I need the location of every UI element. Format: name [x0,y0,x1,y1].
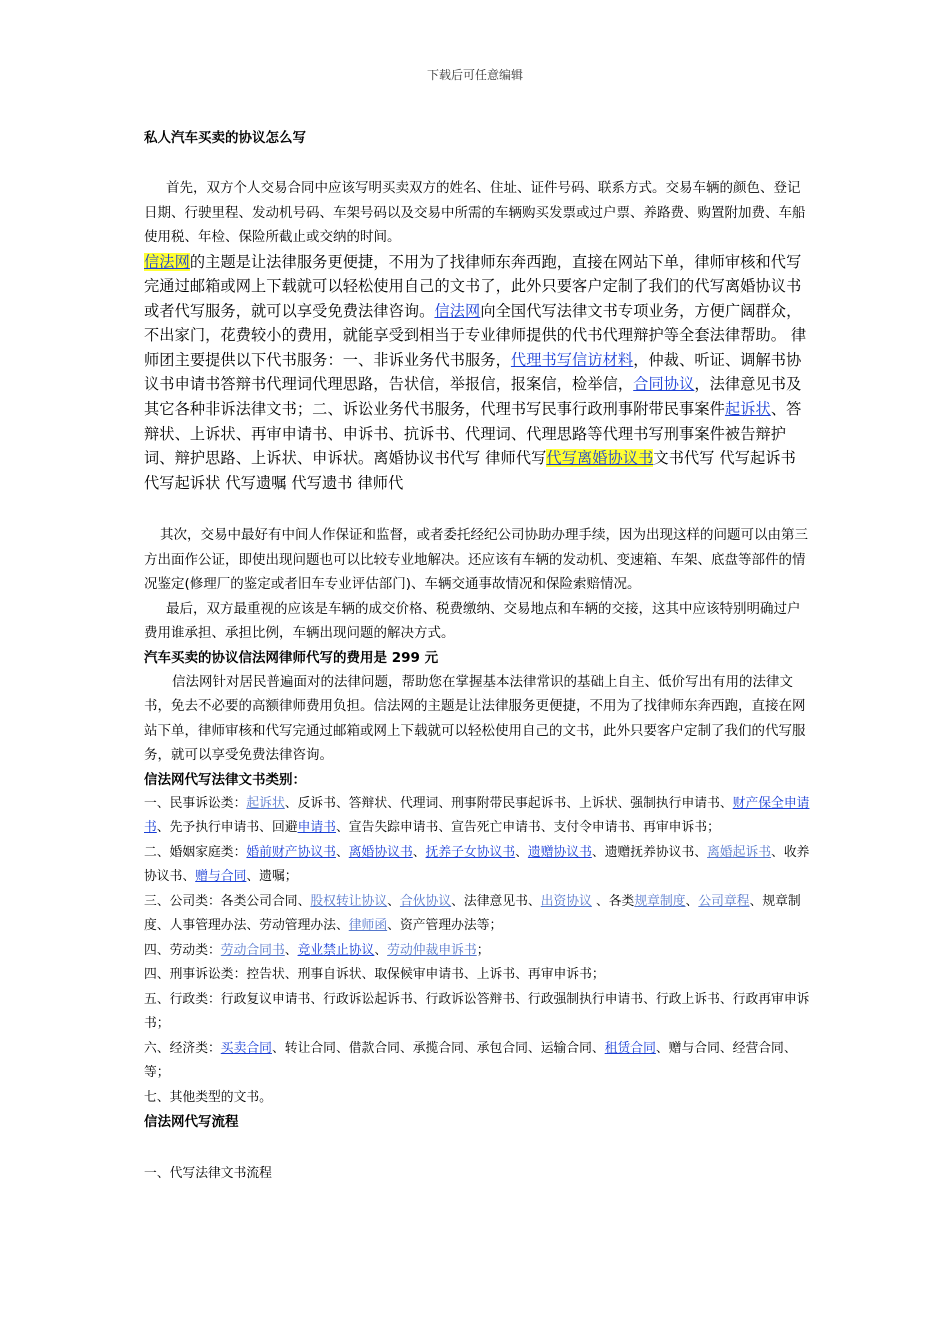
categories-heading: 信法网代写法律文书类别： [144,771,306,788]
category-marriage: 二、婚姻家庭类：婚前财产协议书、离婚协议书、抚养子女协议书、遗赠协议书、遗赠抚养协议书、离婚起诉书、收养协议书、赠与合同、遗嘱； [144,844,810,885]
link-lawyer-letter[interactable]: 律师函 [348,918,388,934]
category-economic: 六、经济类：买卖合同、转让合同、借款合同、承揽合同、承包合同、运输合同、租赁合同、赠与合同、经营合同、等； [144,1040,797,1081]
category-other: 七、其他类型的文书。 [144,1089,272,1105]
document-title: 私人汽车买卖的协议怎么写 [144,130,306,146]
document-body [144,128,812,1187]
link-regulations[interactable]: 规章制度 [634,893,686,909]
link-labor-contract[interactable]: 劳动合同书 [220,942,285,958]
process-item-1: 一、代写法律文书流程 [144,1166,272,1182]
link-divorce-complaint[interactable]: 离婚起诉书 [707,844,772,860]
process-heading: 信法网代写流程 [144,1114,239,1131]
category-company: 三、公司类：各类公司合同、股权转让协议、合伙协议、法律意见书、出资协议 、各类规章制度、公司章程、规章制度、人事管理办法、劳动管理办法、律师函、资产管理办法等； [144,893,801,934]
link-gift-contract[interactable]: 赠与合同 [195,869,247,885]
link-partnership[interactable]: 合伙协议 [399,893,452,909]
link-investment[interactable]: 出资协议 [540,893,592,909]
link-petition-materials[interactable]: 代理书写信访材料 [510,350,634,369]
link-bequest[interactable]: 遗赠协议书 [527,844,592,860]
fee-heading: 汽车买卖的协议信法网律师代写的费用是 299 元 [144,649,439,666]
link-xinfawang-2[interactable]: 信法网 [434,301,481,320]
category-labor: 四、劳动类：劳动合同书、竞业禁止协议、劳动仲裁申诉书； [144,942,490,958]
link-xinfawang-1[interactable]: 信法网 [144,252,190,271]
link-child-support[interactable]: 抚养子女协议书 [425,844,516,860]
category-civil: 一、民事诉讼类：起诉状、反诉书、答辩状、代理词、刑事附带民事起诉书、上诉状、强制执行申请书、财产保全申请书、先予执行申请书、回避申请书、宣告失踪申请书、宣告死亡申请书、支付令申请书、再审申诉书； [144,795,810,836]
link-equity-transfer[interactable]: 股权转让协议 [310,893,388,909]
paragraph-2: 信法网的主题是让法律服务更便捷，不用为了找律师东奔西跑，直接在网站下单，律师审核和代写完通过邮箱或网上下载就可以轻松使用自己的文书了，此外只要客户定制了我们的代写离婚协议书或者代写服务，就可以享受免费法律咨询。信法网向全国代写法律文书专项业务，方便广阔群众，不出家门，花费较小的费用，就能享受到相当于专业律师提供的代书代理辩护等全套法律帮助。 律师团主要提供以下代书服务：一、非诉业务代书服务，代理书写信访材料，仲裁、听证、调解书协议书申请书答辩书代理词代理思路，告状信，举报信，报案信，检举信，合同协议，法律意见书及其它各种非诉法律文书；二、诉讼业务代书服务，代理书写民事行政刑事附带民事案件起诉状、答辩状、上诉状、再审申请书、申诉书、抗诉书、代理词、代理思路等代理书写刑事案件被告辩护词、辩护思路、上诉状、申诉状。离婚协议书代写 律师代写代写离婚协议书文书代写 代写起诉书 代写起诉状 代写遗嘱 代写遗书 律师代 [144,252,807,492]
link-non-compete[interactable]: 竞业禁止协议 [297,942,375,958]
link-lease-contract[interactable]: 租赁合同 [604,1040,656,1056]
link-application[interactable]: 申请书 [297,820,336,836]
header-note: 下载后可任意编辑 [426,68,523,82]
paragraph-3: 其次，交易中最好有中间人作保证和监督，或者委托经纪公司协助办理手续，因为出现这样的问题可以由第三方出面作公证，即使出现问题也可以比较专业地解决。还应该有车辆的发动机、变速箱、车架、底盘等部件的情况鉴定(修理厂的鉴定或者旧车专业评估部门)、车辆交通事故情况和保险索赔情况。 [144,527,808,593]
paragraph-1: 首先，双方个人交易合同中应该写明买卖双方的姓名、住址、证件号码、联系方式。交易车辆的颜色、登记日期、行驶里程、发动机号码、车架号码以及交易中所需的车辆购买发票或过户票、养路费、购置附加费、车船使用税、年检、保险所截止或交纳的时间。 [144,180,806,245]
category-criminal: 四、刑事诉讼类：控告状、刑事自诉状、取保候审申请书、上诉书、再审申诉书； [144,967,605,983]
link-property-preservation[interactable]: 财产保全申请书 [144,795,810,836]
link-divorce-agreement[interactable]: 代写离婚协议书 [546,449,654,468]
link-complaint[interactable]: 起诉状 [724,400,771,419]
link-divorce[interactable]: 离婚协议书 [348,844,413,860]
paragraph-4: 最后，双方最重视的应该是车辆的成交价格、税费缴纳、交易地点和车辆的交接，这其中应该特别明确过户费用谁承担、承担比例，车辆出现问题的解决方式。 [144,600,801,642]
link-labor-arbitration[interactable]: 劳动仲裁申诉书 [387,942,477,958]
category-administrative: 五、行政类：行政复议申请书、行政诉讼起诉书、行政诉讼答辩书、行政强制执行申请书、行政上诉书、行政再审申诉书； [144,991,810,1032]
link-contract-agreement[interactable]: 合同协议 [633,375,695,394]
link-cat-complaint[interactable]: 起诉状 [246,795,285,811]
link-articles[interactable]: 公司章程 [698,893,750,909]
link-prenuptial[interactable]: 婚前财产协议书 [246,844,336,860]
link-sales-contract[interactable]: 买卖合同 [220,1040,272,1056]
paragraph-5: 信法网针对居民普遍面对的法律问题，帮助您在掌握基本法律常识的基础上自主、低价写出有用的法律文书，免去不必要的高额律师费用负担。信法网的主题是让法律服务更便捷，不用为了找律师东奔西跑，直接在网站下单，律师审核和代写完通过邮箱或网上下载就可以轻松使用自己的文书，此外只要客户定制了我们的代写服务，就可以享受免费法律咨询。 [144,673,806,764]
